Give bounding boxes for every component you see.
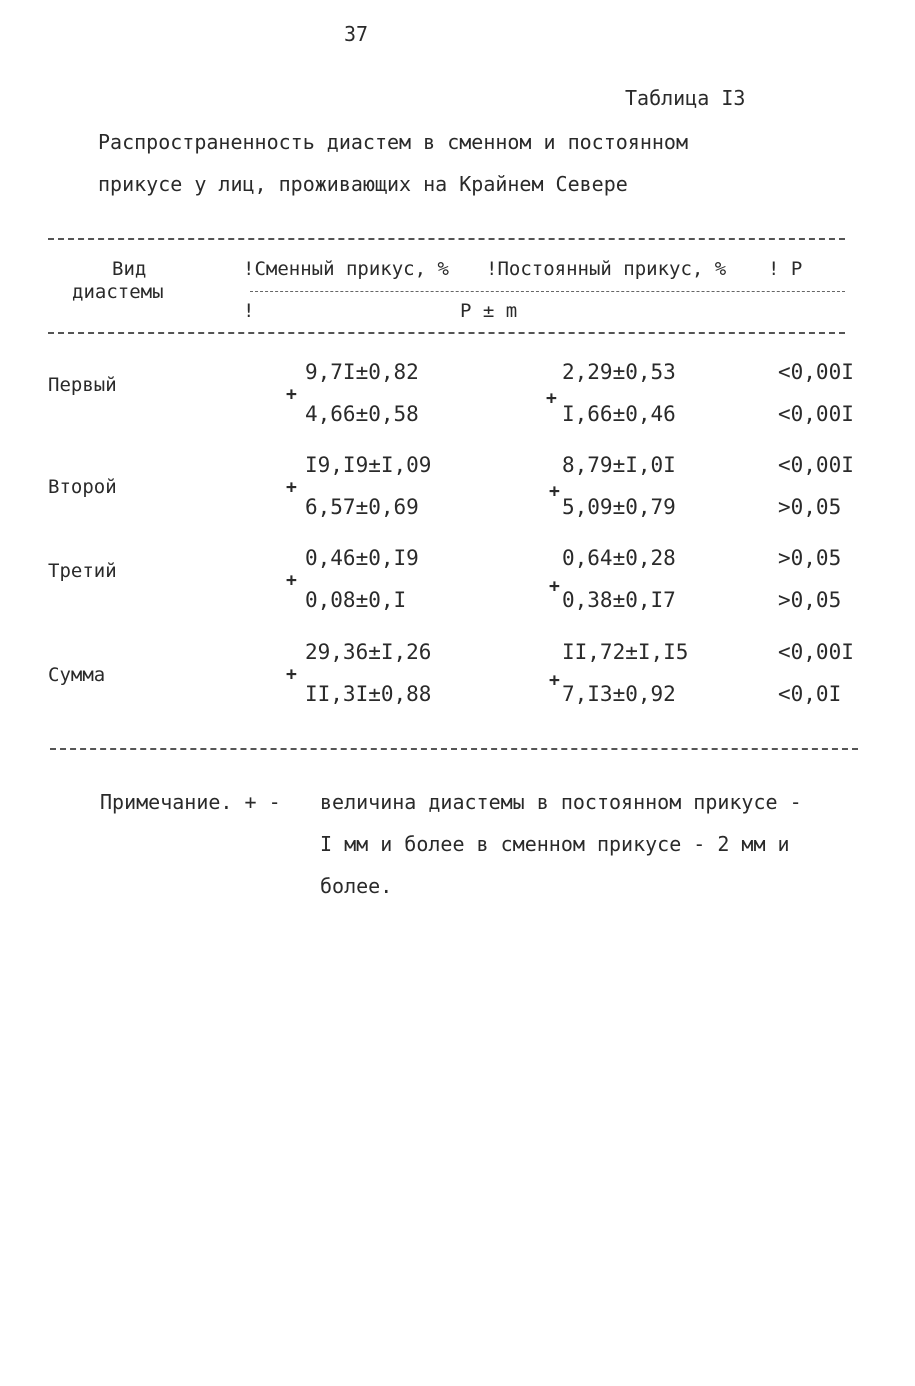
table-title-line-1: Распространенность диастем в сменном и постоянном [98,130,689,154]
mixed-value-2: 4,66±0,58 [305,402,419,426]
mixed-value: 0,46±0,I9 [305,546,419,570]
permanent-value-2: 5,09±0,79 [562,495,676,519]
mixed-value: I9,I9±I,09 [305,453,432,477]
note-line-1: величина диастемы в постоянном прикусе - [320,790,802,814]
plus-mark: + [549,481,560,502]
p-value: >0,05 [778,546,842,570]
p-value-2: <0,00I [778,402,854,426]
p-value: <0,00I [778,360,854,384]
permanent-value-2: 0,38±0,I7 [562,588,676,612]
permanent-value: 0,64±0,28 [562,546,676,570]
mixed-value-2: 0,08±0,I [305,588,407,612]
note-line-3: более. [320,874,393,898]
p-value-2: >0,05 [778,495,842,519]
note-line-2: I мм и более в сменном прикусе - 2 мм и [320,832,790,856]
header-type-line-2: диастемы [72,281,164,303]
table-top-rule [48,238,845,240]
plus-mark: + [286,664,297,685]
permanent-value: 8,79±I,0I [562,453,676,477]
plus-mark: + [549,576,560,597]
permanent-value: 2,29±0,53 [562,360,676,384]
mixed-value-2: 6,57±0,69 [305,495,419,519]
p-value: <0,00I [778,640,854,664]
row-label: Первый [48,374,117,396]
header-mixed-dentition: !Сменный прикус, % [243,258,449,280]
header-sub-mark: ! [243,300,255,322]
note-prefix: Примечание. + - [100,790,281,814]
header-permanent-dentition: !Постоянный прикус, % [486,258,727,280]
permanent-value-2: 7,I3±0,92 [562,682,676,706]
row-label: Сумма [48,664,106,686]
plus-mark: + [286,384,297,405]
plus-mark: + [546,388,557,409]
header-p-pm-m: P ± m [460,300,518,322]
plus-mark: + [286,570,297,591]
mixed-value: 9,7I±0,82 [305,360,419,384]
plus-mark: + [549,670,560,691]
mixed-value-2: II,3I±0,88 [305,682,432,706]
row-label: Третий [48,560,117,582]
permanent-value: II,72±I,I5 [562,640,689,664]
p-value: <0,00I [778,453,854,477]
p-value-2: >0,05 [778,588,842,612]
plus-mark: + [286,477,297,498]
mixed-value: 29,36±I,26 [305,640,432,664]
header-sub-rule [250,291,845,292]
header-p-value: ! P [768,258,803,280]
header-bottom-rule [48,332,845,334]
table-bottom-rule [50,748,858,750]
permanent-value-2: I,66±0,46 [562,402,676,426]
table-label: Таблица I3 [625,86,746,110]
table-title-line-2: прикусе у лиц, проживающих на Крайнем Севере [98,172,628,196]
page-number: 37 [344,22,369,46]
row-label: Второй [48,476,117,498]
p-value-2: <0,0I [778,682,842,706]
header-type-line-1: Вид [112,258,147,280]
